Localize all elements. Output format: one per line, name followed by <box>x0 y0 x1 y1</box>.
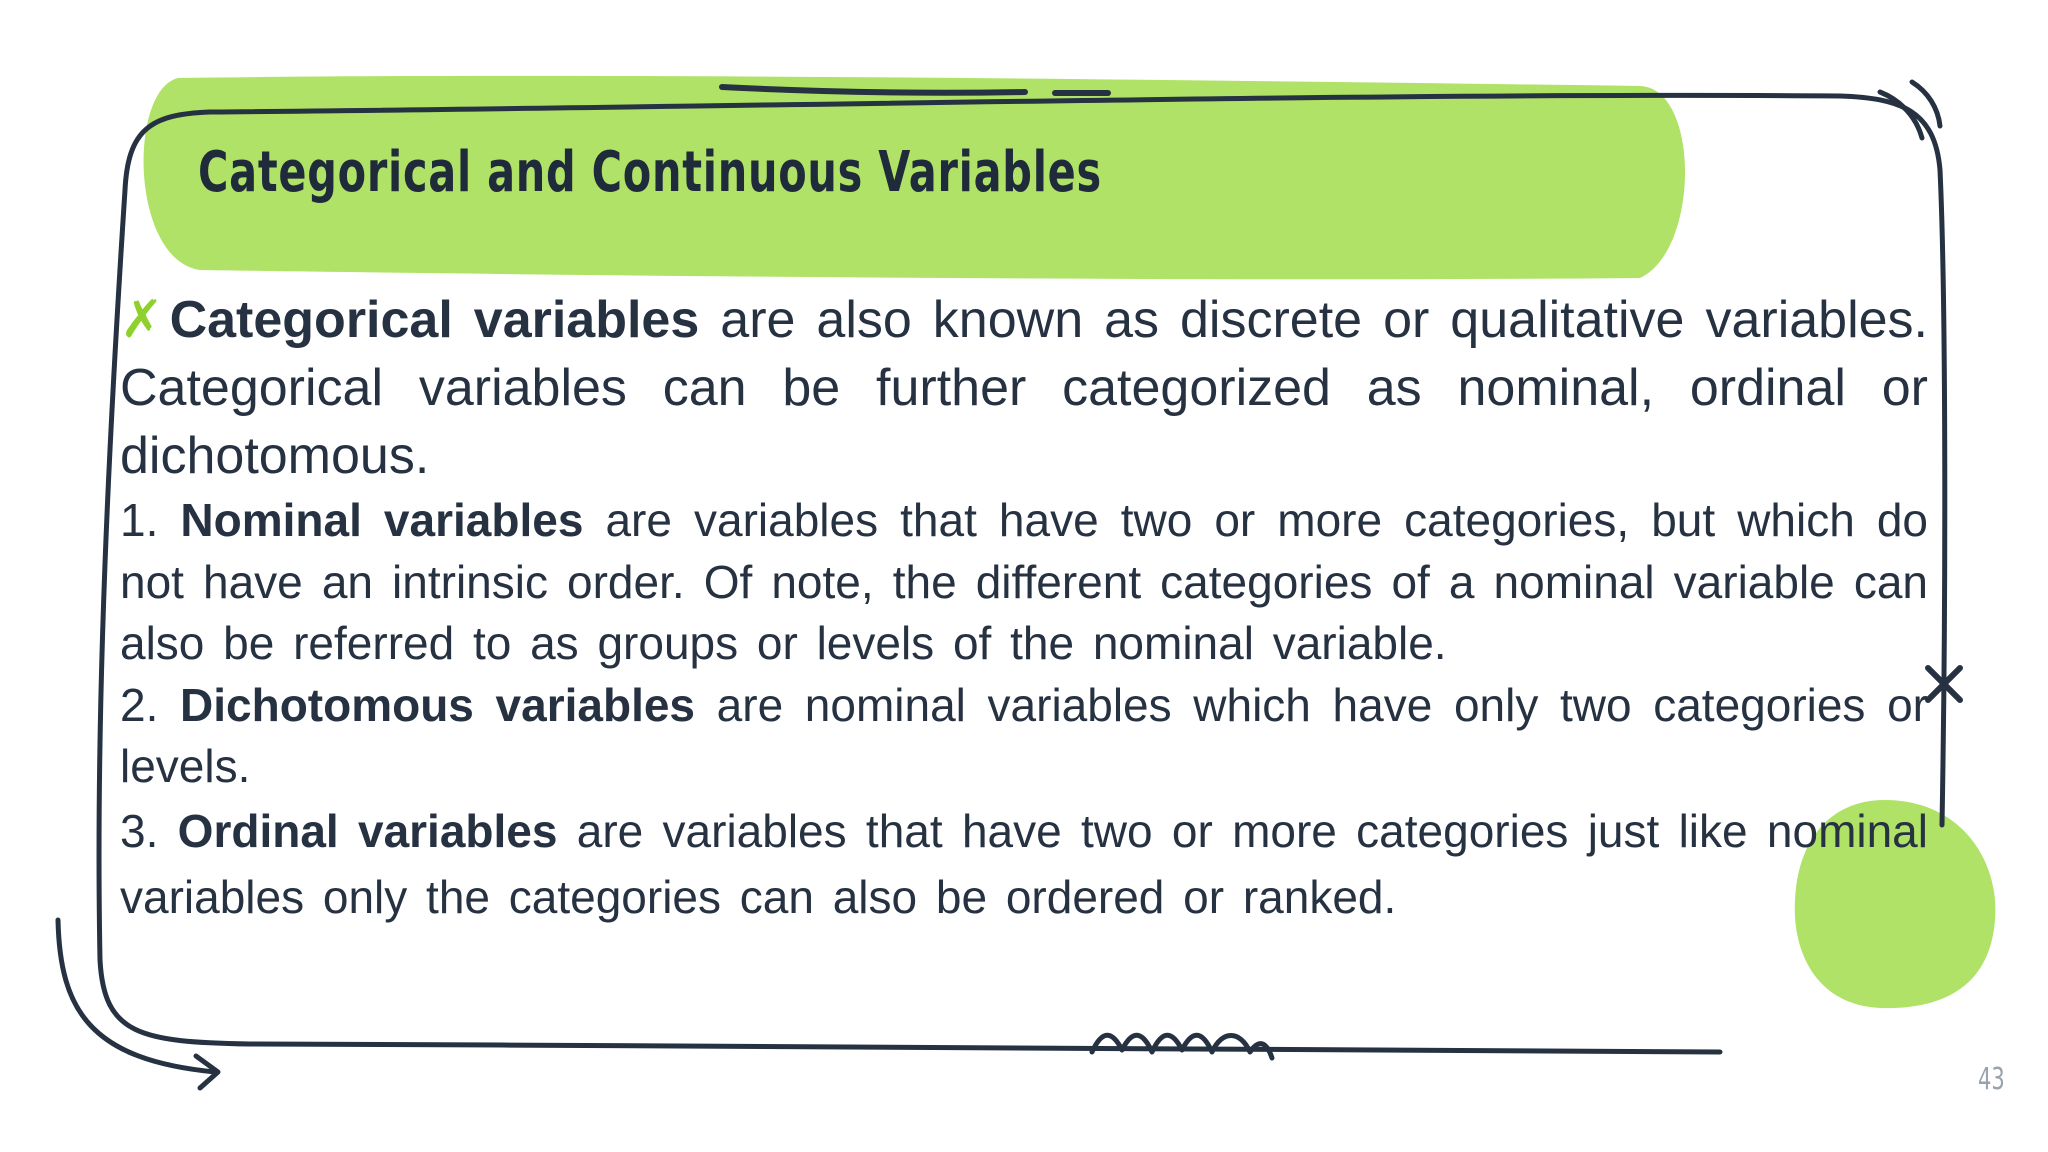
list-item-number: 2. <box>120 678 181 731</box>
list-item-text: are nominal variables which have only two categories or levels. <box>120 678 1928 792</box>
list-item-term: Ordinal variables <box>177 804 558 857</box>
intro-term: Categorical variables <box>169 291 700 349</box>
slide-title: Categorical and Continuous Variables <box>198 140 1102 205</box>
cross-mark-icon: ✗ <box>120 291 164 349</box>
page-number: 43 <box>1978 1062 2005 1097</box>
list-item-text: are variables that have two or more categories, but which do not have an intrinsic order. Of note, the different categories of a nominal variable can also be referred to as groups or levels of the nominal variable. <box>120 494 1929 669</box>
curved-arrow <box>58 920 215 1072</box>
list-item-nominal <box>120 490 1928 675</box>
list-item-term: Nominal variables <box>180 494 584 546</box>
intro-text: are also known as discrete or qualitative variables. Categorical variables can be further categorized as nominal, ordinal or dichotomous. <box>120 291 1929 485</box>
list-item-dichotomous <box>120 675 1928 798</box>
squiggle <box>1092 1035 1272 1058</box>
intro-paragraph <box>120 286 1928 490</box>
list-item-text: are variables that have two or more categories just like nominal variables only the categories can also be ordered or ranked. <box>120 804 1928 923</box>
list-item-ordinal <box>120 798 1928 930</box>
list-item-number: 1. <box>120 494 181 546</box>
list-item-number: 3. <box>120 804 178 857</box>
list-item-term: Dichotomous variables <box>180 678 696 731</box>
slide-body <box>120 286 1928 930</box>
